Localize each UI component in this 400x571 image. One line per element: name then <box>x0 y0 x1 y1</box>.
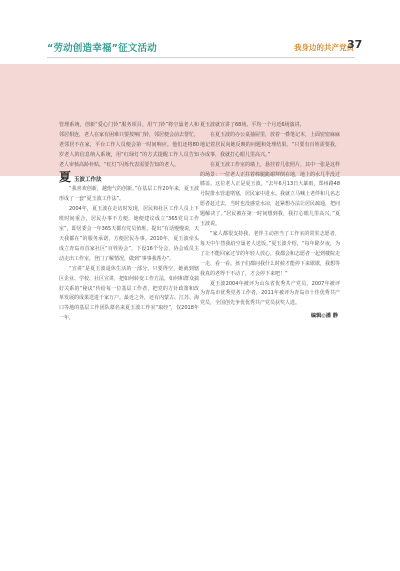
header-section-label: 我身边的共产党员 <box>294 43 354 52</box>
subheading-initial: 夏 <box>59 169 72 184</box>
paragraph: “家人都很支持我。老伴主动担当了工作室的常驻志愿者，每天中午替我给空巢老人送饭。”夏玉波介绍，“每年除夕夜，为了让不能回家过节的年轻人放心，我都会和志愿者一起到楼院走一走、看一看。孩子们都问我什么时候才能停下来歇歇，我想等我真的老得干不动了，才会停下来吧！” <box>200 230 341 277</box>
paragraph: 2004年，夏玉波在走访时发现，居民和社区工作人员上下班时间重合，居民办事不方便。她便建议成立“365党员工作室”，即居委会一年365天都有党员值班，提出“有话慢慢说，天天我都在”的服务承诺，方便居民办事。2010年，夏玉波牵头成立青岛市首家社区“百姓协会”，下设16个分会，协会成员主动走出工作室，登门了解情况，做到“事事我帮办”。 <box>59 206 199 262</box>
article-column-left <box>59 121 199 324</box>
paragraph: “宣讲”是夏玉波退休生活的一部分，只要得空，她就到辖区企业、学校、社区宣讲，把如何转变工作方法，如何和群众搞好关系的“秘诀”传给每一位基层工作者，把党的方针政策和改革发展的成果送进千家万户。最近之外，还有内蒙古、江苏、海口等地的基层工作团队慕名来夏玉波工作室“取经”，仅2018年一年， <box>59 265 200 322</box>
article-column-right <box>200 121 340 322</box>
header-title: “劳动创造幸福”征文活动 <box>47 43 157 54</box>
paragraph: 夏玉波2004年被评为山东省优秀共产党员，2007年被评为青岛市优秀党务工作者，2011年被评为青岛市十佳优秀共产党员，全国创先争优优秀共产党员获奖人选。 <box>200 280 340 307</box>
paragraph: “我喜欢创新，越炮气的创新。”在基层工作20年来，夏玉波形成了一套“夏玉波工作法”。 <box>59 186 199 203</box>
paragraph: 管理系统，创新“爱心门铃”服务项目，用“门铃”将空巢老人和邻居相连，老人在家有困难只要按响门铃，邻居便会前去帮忙，老邻居不在家，平台工作人员便会第一时间响应。他们还将80岁老人的信息纳入系统，用“红绿灯”的方式提醒工作人员告知老人审核高龄补贴，“红灯”闪烁代表需要告知的老人。 <box>59 122 200 168</box>
page-number: 37 <box>347 38 363 51</box>
paragraph: 在夏玉波的办公桌抽屉里，放着一叠笔记本，上面密密麻麻地记着居民向她反映的问题和处理结果。“只要有百姓需要我，办成事，我就打心眼儿里高兴。” <box>200 131 341 158</box>
subheading-text: 玉波工作法 <box>74 176 102 183</box>
paragraph: 在夏玉波工作室的墙上，悬挂着几张照片，其中一张是这样的场景：一位老人正拄着棒腿跪谢拜倒在地，地上的水几乎没过膝盖。这位老人正是夏玉波。“去年6月13日大暴雨，郑州路48号院排水管道堵塞，居民家中进水。我就立马喊上老伴和几名志愿者赶过去，当时也没感觉水凉，赶紧想办法让居民疏通，把问题解决了。”居民被在第一时间想到我，我打心眼儿里高兴。”夏玉波说。 <box>200 161 341 228</box>
paragraph: 夏玉波就宣讲了68场，平均一个月近6场演讲。 <box>200 122 305 128</box>
section-subheading <box>59 171 199 186</box>
header-divider <box>47 57 355 58</box>
editor-byline: 编辑◎潘 静 <box>310 313 338 320</box>
